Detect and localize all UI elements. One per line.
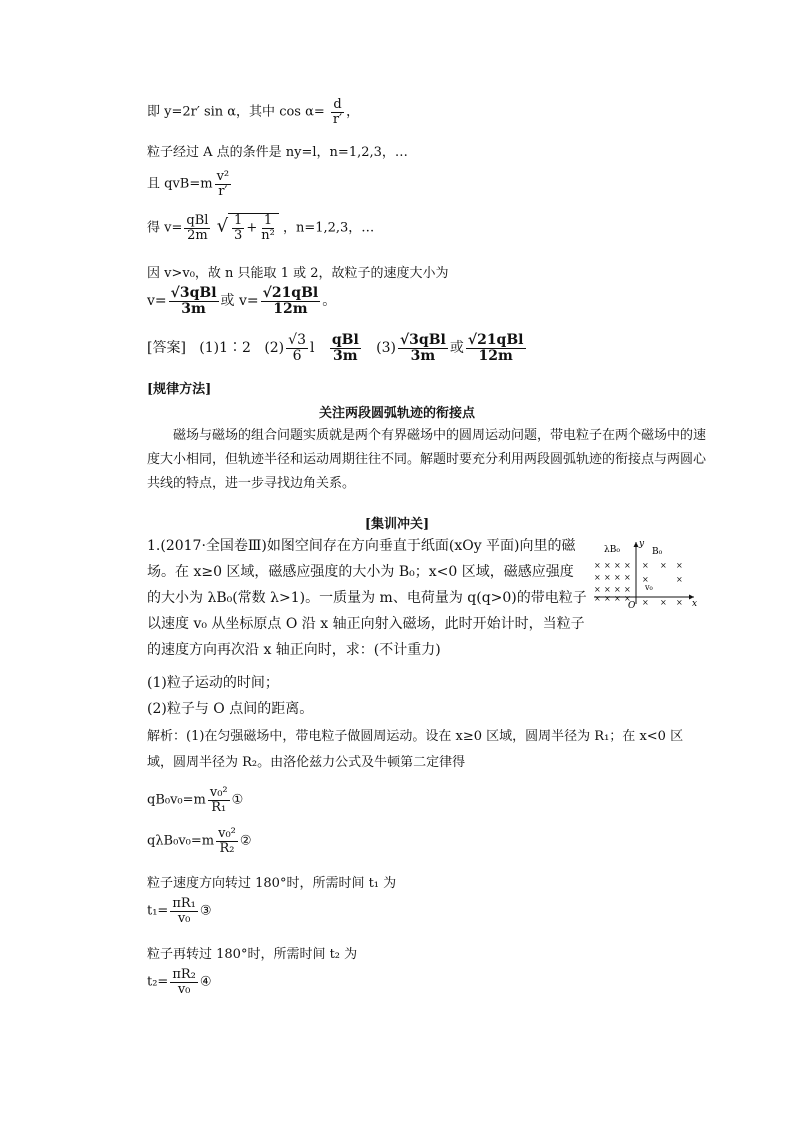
label-v0: v₀ xyxy=(645,583,653,592)
numerator: v₀² xyxy=(218,826,236,841)
denominator: 6 xyxy=(292,347,302,364)
svg-text:×: × xyxy=(660,598,667,607)
text: 得 v= xyxy=(147,220,183,236)
text: ′ sin α，其中 cos α= xyxy=(196,104,325,120)
text: 。 xyxy=(322,293,337,310)
solution-text: 解析：(1)在匀强磁场中，带电粒子做圆周运动。设在 x≥0 区域，圆周半径为 R₁；在 x<0 区域，圆周半径为 R₂。由洛伦兹力公式及牛顿第二定律得 xyxy=(147,729,684,770)
svg-text:×: × xyxy=(604,561,611,570)
question-text: 1.(2017·全国卷Ⅲ)如图空间存在方向垂直于纸面(xOy 平面)向里的磁场。在 x≥0 区域，磁感应强度的大小为 B₀；x<0 区域，磁感应强度的大小为 λB₀(常数 λ>1)。一质量为 m、电荷量为 q(q>0)的带电粒子以速度 v₀ 从坐标原点 O 沿 x 轴正向射入磁场，此时开始计时，当粒子的速度方向再次沿 x 轴正向时，求：(不计重力) xyxy=(147,538,587,658)
text: (3) xyxy=(376,340,396,357)
denominator: 3 xyxy=(234,227,243,243)
text: qλB₀v₀=m xyxy=(147,833,215,849)
svg-text:×: × xyxy=(676,575,683,584)
question-1 xyxy=(147,533,587,663)
y-arrow-icon xyxy=(634,542,639,547)
text: 或 xyxy=(449,340,464,357)
label-b0: B₀ xyxy=(652,547,663,557)
svg-text:×: × xyxy=(614,573,621,582)
equation-tag: ② xyxy=(239,833,252,849)
question-sub-2: (2)粒子与 O 点间的距离。 xyxy=(147,701,314,717)
equation-tag: ③ xyxy=(199,903,212,919)
text: ，n=1,2,3，… xyxy=(282,220,375,236)
denominator: 2m xyxy=(187,227,208,243)
svg-text:×: × xyxy=(642,598,649,607)
denominator: n² xyxy=(261,227,275,243)
denominator: 12m xyxy=(478,347,513,364)
eq-y-line xyxy=(147,98,359,126)
equation-3 xyxy=(147,897,212,925)
numerator: √21qBl xyxy=(262,285,319,301)
svg-text:×: × xyxy=(614,594,621,603)
numerator: πR₂ xyxy=(172,967,196,982)
fraction xyxy=(184,214,210,242)
denominator: v₀ xyxy=(177,910,191,926)
text: 即 y=2r xyxy=(147,104,197,120)
equation-4 xyxy=(147,968,212,996)
numerator: 1 xyxy=(263,213,273,228)
label-x: x xyxy=(692,599,698,609)
question-sub-1: (1)粒子运动的时间； xyxy=(147,675,279,691)
t1-text: 粒子速度方向转过 180°时，所需时间 t₁ 为 xyxy=(147,876,397,891)
sqrt-term: $\frac{1}{3}$ + $\frac{1}{\text{n²}}$ xyxy=(228,213,279,242)
svg-text:×: × xyxy=(660,561,667,570)
svg-text:×: × xyxy=(624,594,631,603)
svg-text:×: × xyxy=(604,585,611,594)
svg-text:×: × xyxy=(594,561,601,570)
label-y: y xyxy=(639,539,645,549)
denominator: 12m xyxy=(273,300,308,317)
velocity-eq-line: 得 v= $\frac{\text{qBl}}{2m}$ √ $\frac{1}{3}$ + $\frac{1}{\text{n²}}$ ，n=1,2,3，… xyxy=(147,213,375,243)
svg-text:×: × xyxy=(594,573,601,582)
method-title: 关注两段圆弧轨迹的衔接点 xyxy=(318,406,475,421)
text: qB₀v₀=m xyxy=(147,792,206,808)
denominator: 3m xyxy=(410,347,436,364)
numerator: d xyxy=(333,97,342,112)
denominator: 3m xyxy=(181,300,206,317)
answer-label: [答案] xyxy=(147,340,186,357)
method-text: 磁场与磁场的组合问题实质就是两个有界磁场中的圆周运动问题，带电粒子在两个磁场中的速度大小相同，但轨迹半径和运动周期往往不同。解题时要充分利用两段圆弧轨迹的衔接点与两圆心共线的特点，进一步寻找边角关系。 xyxy=(147,428,707,491)
numerator: πR₁ xyxy=(172,896,196,911)
fraction xyxy=(331,98,344,126)
text: 或 v= xyxy=(220,293,259,310)
method-label: [规律方法] xyxy=(147,382,212,397)
numerator: qBl xyxy=(186,213,209,228)
numerator: qBl xyxy=(331,332,359,348)
text: v= xyxy=(147,293,167,310)
denominator: R₁ xyxy=(211,799,227,815)
label-lambda-b0: λB₀ xyxy=(604,545,620,555)
text: ， xyxy=(346,104,360,120)
svg-text:×: × xyxy=(642,575,649,584)
denominator: R₂ xyxy=(219,840,235,856)
numerator: v² xyxy=(216,169,230,184)
reason-line: 因 v>v₀，故 n 只能取 1 或 2，故粒子的速度大小为 xyxy=(147,266,449,281)
numerator: √3 xyxy=(288,332,306,348)
svg-text:×: × xyxy=(676,561,683,570)
condition-line: 粒子经过 A 点的条件是 ny=l，n=1,2,3，… xyxy=(147,145,408,160)
equation-tag: ① xyxy=(231,792,244,808)
answer-1: (1)1∶2 xyxy=(199,340,251,357)
text: l xyxy=(309,340,315,357)
denominator: r′ xyxy=(332,111,343,127)
svg-text:×: × xyxy=(624,573,631,582)
fraction xyxy=(215,170,232,198)
force-eq-line xyxy=(147,170,233,198)
text: t₁= xyxy=(147,903,169,919)
denominator: 3m xyxy=(333,347,358,364)
text: t₂= xyxy=(147,974,169,990)
svg-text:×: × xyxy=(604,594,611,603)
speed-result-line xyxy=(147,286,336,316)
svg-text:×: × xyxy=(604,573,611,582)
svg-text:×: × xyxy=(594,585,601,594)
answer-line xyxy=(147,333,528,363)
text: 且 qvB=m xyxy=(147,176,213,192)
numerator: v₀² xyxy=(209,785,228,800)
label-o: O xyxy=(628,601,636,610)
numerator: √21qBl xyxy=(467,332,524,348)
text: (2) xyxy=(264,340,285,357)
training-title: [集训冲关] xyxy=(364,517,430,532)
equation-1 xyxy=(147,786,243,814)
t2-text: 粒子再转过 180°时，所需时间 t₂ 为 xyxy=(147,947,358,962)
numerator: √3qBl xyxy=(399,332,446,348)
svg-text:×: × xyxy=(676,598,683,607)
svg-text:×: × xyxy=(624,561,631,570)
magnetic-field-figure xyxy=(590,538,700,610)
svg-text:×: × xyxy=(614,585,621,594)
svg-text:×: × xyxy=(594,594,601,603)
svg-text:×: × xyxy=(642,561,649,570)
equation-2 xyxy=(147,827,252,855)
svg-text:×: × xyxy=(614,561,621,570)
numerator: 1 xyxy=(234,213,243,228)
denominator: r′ xyxy=(218,183,228,199)
numerator: √3qBl xyxy=(170,285,217,301)
svg-text:×: × xyxy=(624,585,631,594)
equation-tag: ④ xyxy=(199,974,212,990)
denominator: v₀ xyxy=(177,981,191,997)
